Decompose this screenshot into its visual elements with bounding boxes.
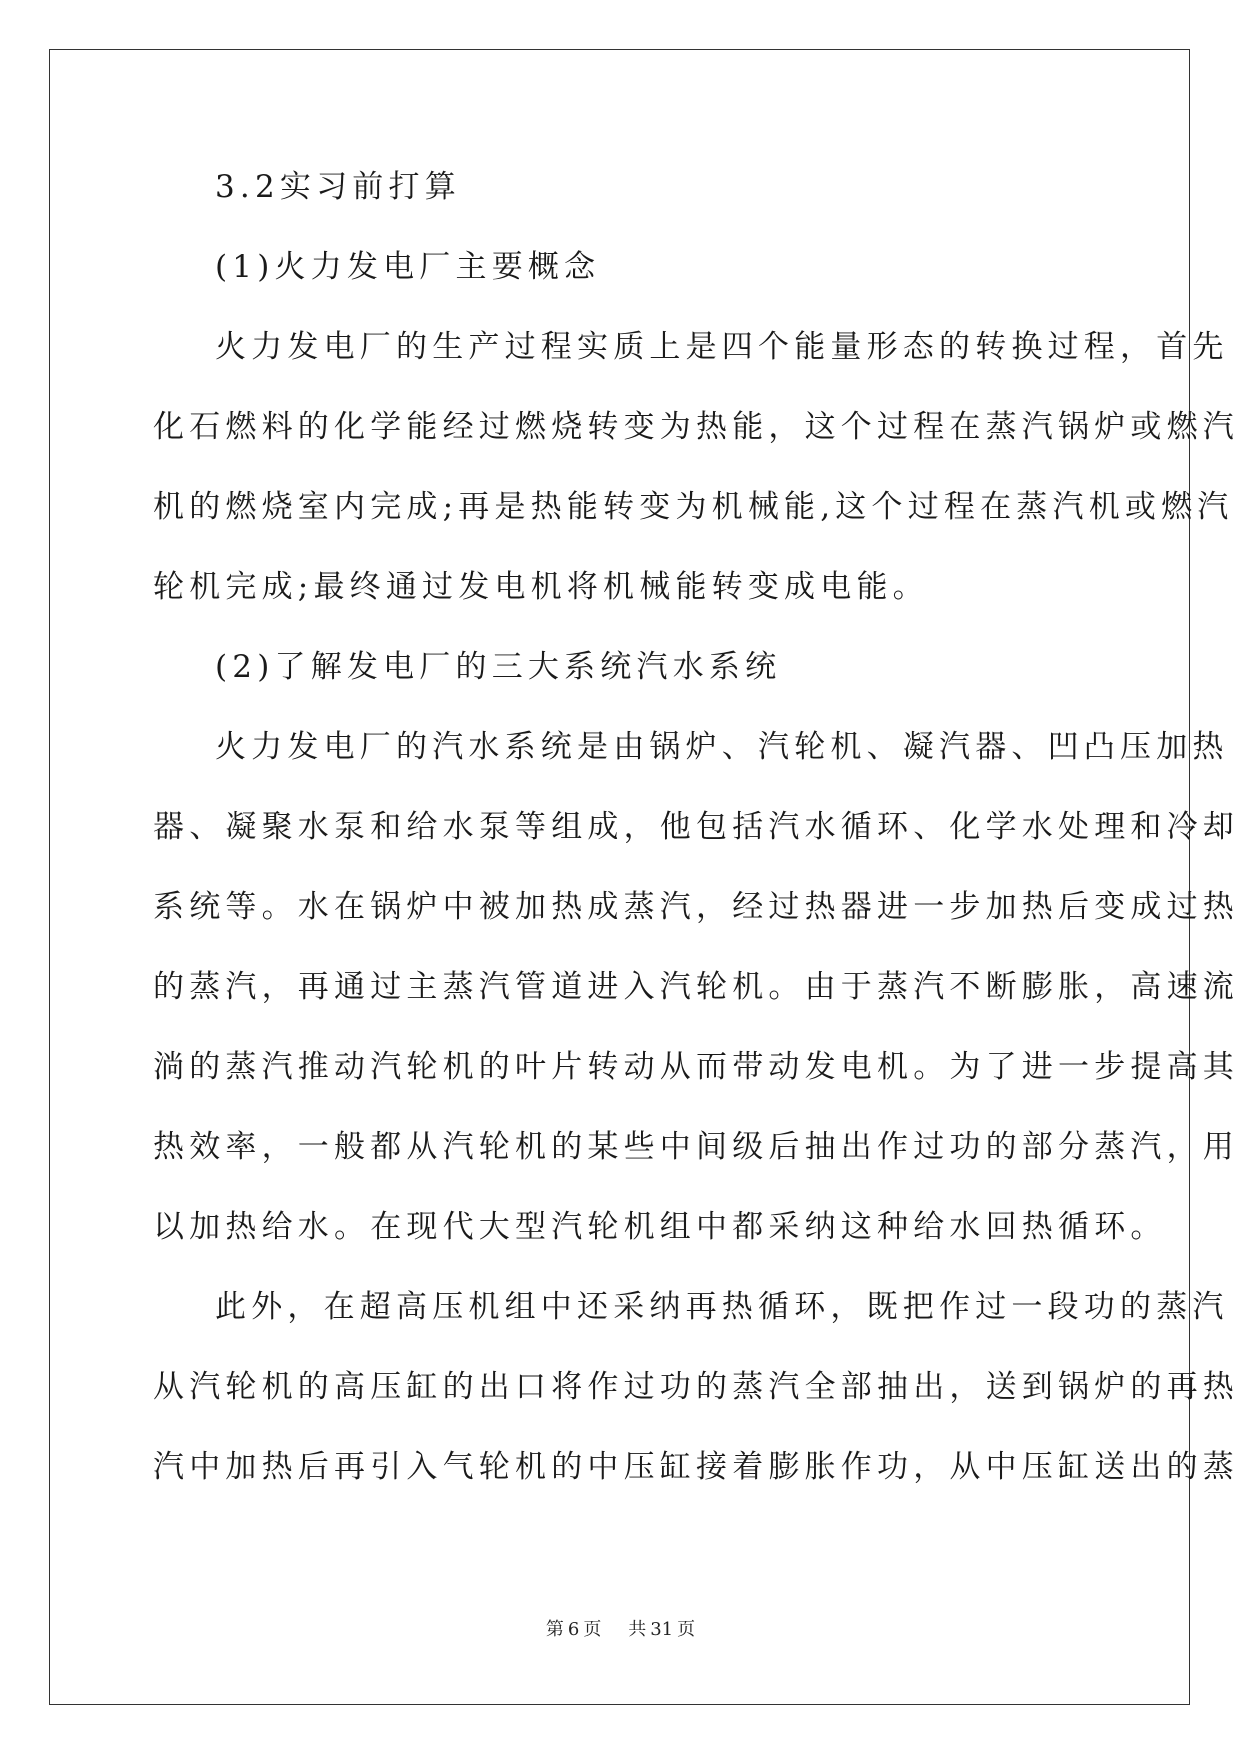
paragraph-line: 火力发电厂的生产过程实质上是四个能量形态的转换过程，首先 [215, 329, 1229, 365]
paragraph-line: 此外，在超高压机组中还采纳再热循环，既把作过一段功的蒸汽 [215, 1289, 1229, 1325]
total-suffix: 页 [677, 1619, 696, 1640]
paragraph-line: 热效率，一般都从汽轮机的某些中间级后抽出作过功的部分蒸汽，用 [153, 1129, 1239, 1165]
paragraph-line: 的蒸汽，再通过主蒸汽管道进入汽轮机。由于蒸汽不断膨胀，高速流 [153, 969, 1239, 1005]
paragraph-line: 汽中加热后再引入气轮机的中压缸接着膨胀作功，从中压缸送出的蒸 [153, 1449, 1239, 1485]
section-heading: 3.2实习前打算 [215, 169, 461, 205]
paragraph-line: 淌的蒸汽推动汽轮机的叶片转动从而带动发电机。为了进一步提高其 [153, 1049, 1239, 1085]
page-prefix: 第 [545, 1619, 564, 1640]
paragraph-line: 火力发电厂的汽水系统是由锅炉、汽轮机、凝汽器、凹凸压加热 [215, 729, 1229, 765]
paragraph-line: 机的燃烧室内完成;再是热能转变为机械能,这个过程在蒸汽机或燃汽 [153, 489, 1234, 525]
paragraph-line: 系统等。水在锅炉中被加热成蒸汽，经过热器进一步加热后变成过热 [153, 889, 1239, 925]
page-suffix: 页 [583, 1619, 602, 1640]
subsection-heading: (1)火力发电厂主要概念 [215, 249, 601, 285]
paragraph-line: 化石燃料的化学能经过燃烧转变为热能，这个过程在蒸汽锅炉或燃汽 [153, 409, 1239, 445]
page-footer [0, 1618, 1241, 1642]
subsection-heading: (2)了解发电厂的三大系统汽水系统 [215, 649, 782, 685]
total-pages: 31 [650, 1619, 674, 1640]
paragraph-line: 以加热给水。在现代大型汽轮机组中都采纳这种给水回热循环。 [153, 1209, 1167, 1245]
document-body [153, 160, 1239, 1520]
paragraph-line: 器、凝聚水泵和给水泵等组成，他包括汽水循环、化学水处理和冷却 [153, 809, 1239, 845]
paragraph-line: 从汽轮机的高压缸的出口将作过功的蒸汽全部抽出，送到锅炉的再热 [153, 1369, 1239, 1405]
total-prefix: 共 [628, 1619, 647, 1640]
paragraph-line: 轮机完成;最终通过发电机将机械能转变成电能。 [153, 569, 929, 605]
page-number: 6 [567, 1619, 580, 1640]
